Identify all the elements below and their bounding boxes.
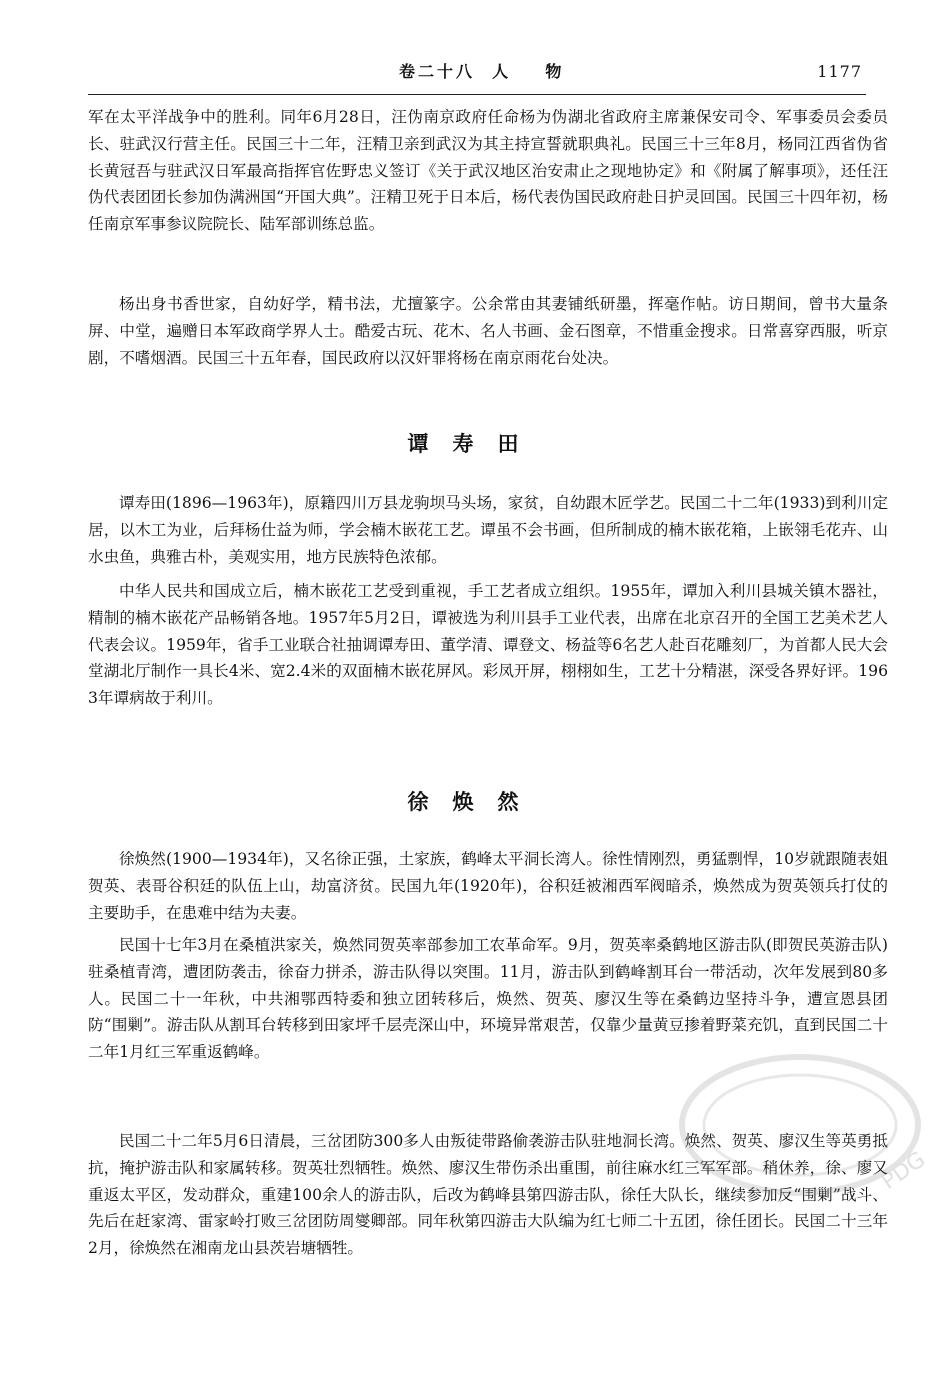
paragraph-yang-1: 军在太平洋战争中的胜利。同年6月28日，汪伪南京政府任命杨为伪湖北省政府主席兼保安司令、军事委员会委员长、驻武汉行营主任。民国三十二年，汪精卫亲到武汉为其主持宣誓就职典礼。民国三十三年8月，杨同江西省伪省长黄冠吾与驻武汉日军最高指挥官佐野忠义签订《关于武汉地区治安肃止之现地协定》和《附属了解事项》，还任汪伪代表团团长参加伪满洲国“开国大典”。汪精卫死于日本后，杨代表伪国民政府赴日护灵回国。民国三十四年初，杨任南京军事参议院院长、陆军部训练总监。	[88, 108, 888, 234]
section-title-tan: 谭寿田	[407, 431, 543, 456]
page-header	[88, 60, 866, 95]
paragraph-xu-3: 民国二十二年5月6日清晨，三岔团防300多人由叛徒带路偷袭游击队驻地洞长湾。焕然、贺英、廖汉生等英勇抵抗，掩护游击队和家属转移。贺英壮烈牺牲。焕然、廖汉生带伤杀出重围，前往麻水红三军军部。稍休养，徐、廖又重返太平区，发动群众，重建100余人的游击队，后改为鹤峰县第四游击队，徐任大队长，继续参加反“围剿”战斗、先后在赶家湾、雷家岭打败三岔团防周燮卿部。同年秋第四游击大队编为红七师二十五团，徐任团长。民国二十三年2月，徐焕然在湘南龙山县茨岩塘牺牲。	[88, 1132, 888, 1258]
running-title: 卷二十八 人 物	[399, 62, 565, 81]
watermark-text: PDG	[877, 1147, 930, 1195]
section-title-xu: 徐焕然	[407, 789, 543, 814]
paragraph-tan-2: 中华人民共和国成立后，楠木嵌花工艺受到重视，手工艺者成立组织。1955年，谭加入利川县城关镇木器社，精制的楠木嵌花产品畅销各地。1957年5月2日，谭被选为利川县手工业代表，出席在北京召开的全国工艺美术艺人代表会议。1959年，省手工业联合社抽调谭寿田、董学清、谭登文、杨益等6名艺人赴百花雕刻厂，为首都人民大会堂湖北厅制作一具长4米、宽2.4米的双面楠木嵌花屏风。彩凤开屏，栩栩如生，工艺十分精湛，深受各界好评。1963年谭病故于利川。	[88, 582, 888, 708]
paragraph-xu-2: 民国十七年3月在桑植洪家关，焕然同贺英率部参加工农革命军。9月，贺英率桑鹤地区游击队(即贺民英游击队)驻桑植青湾，遭团防袭击，徐奋力拼杀，游击队得以突围。11月，游击队到鹤峰割耳台一带活动，次年发展到80多人。民国二十一年秋，中共湘鄂西特委和独立团转移后，焕然、贺英、廖汉生等在桑鹤边坚持斗争，遭宣恩县团防“围剿”。游击队从割耳台转移到田家坪千层壳深山中，环境异常艰苦，仅靠少量黄豆掺着野菜充饥，直到民国二十二年1月红三军重返鹤峰。	[88, 936, 888, 1062]
page-number: 1177	[817, 62, 862, 81]
paragraph-yang-2: 杨出身书香世家，自幼好学，精书法，尤擅篆字。公余常由其妻铺纸研墨，挥毫作帖。访日期间，曾书大量条屏、中堂，遍赠日本军政商学界人士。酷爱古玩、花木、名人书画、金石图章，不惜重金搜求。日常喜穿西服，听京剧，不嗜烟酒。民国三十五年春，国民政府以汉奸罪将杨在南京雨花台处决。	[88, 295, 888, 367]
paragraph-xu-1: 徐焕然(1900—1934年)，又名徐正强，土家族，鹤峰太平洞长湾人。徐性情刚烈，勇猛剽悍，10岁就跟随表姐贺英、表哥谷积廷的队伍上山，劫富济贫。民国九年(1920年)，谷积廷被湘西军阀暗杀，焕然成为贺英领兵打仗的主要助手，在患难中结为夫妻。	[88, 850, 888, 922]
paragraph-tan-1: 谭寿田(1896—1963年)，原籍四川万县龙驹坝马头场，家贫，自幼跟木匠学艺。民国二十二年(1933)到利川定居，以木工为业，后拜杨仕益为师，学会楠木嵌花工艺。谭虽不会书画，但所制成的楠木嵌花箱，上嵌翎毛花卉、山水虫鱼，典雅古朴，美观实用，地方民族特色浓郁。	[88, 494, 888, 566]
